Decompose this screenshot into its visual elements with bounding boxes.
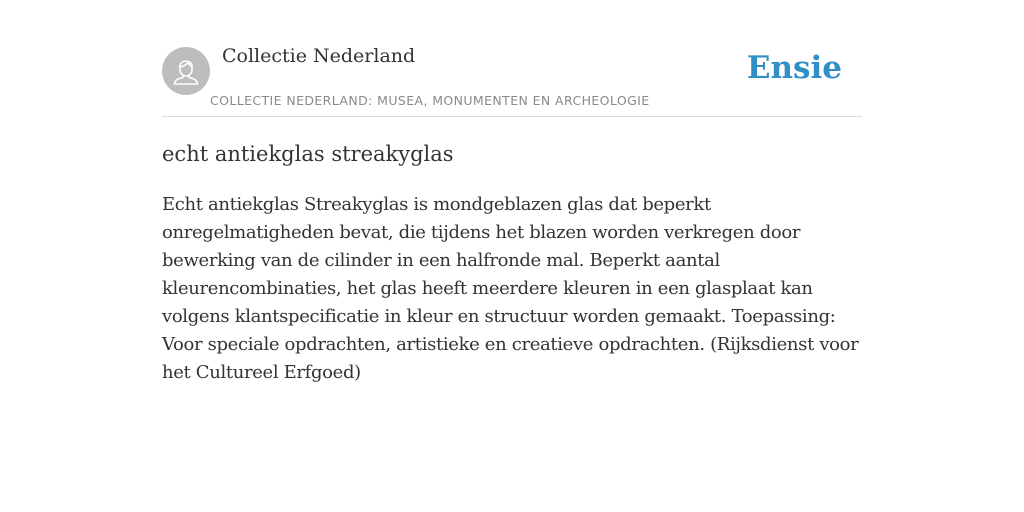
user-icon xyxy=(162,47,210,95)
card-header xyxy=(162,0,862,117)
avatar[interactable] xyxy=(162,47,210,95)
author-name[interactable]: Collectie Nederland xyxy=(222,45,416,67)
article-body: Echt antiekglas Streakyglas is mondgeblazen glas dat beperkt onregelmatigheden bevat, die tijdens het blazen worden verkregen door bewerking van de cilinder in een halfronde mal. Beperkt aantal kleurencombinaties, het glas heeft meerdere kleuren in een glasplaat kan volgens klantspecificatie in kleur en structuur worden gemaakt. Toepassing: Voor speciale opdrachten, artistieke en creatieve opdrachten. (Rijksdienst voor het Cultureel Erfgoed) xyxy=(162,194,859,383)
source-subtitle[interactable]: COLLECTIE NEDERLAND: MUSEA, MONUMENTEN EN ARCHEOLOGIE xyxy=(210,93,650,108)
definition-card xyxy=(162,0,862,387)
ensie-logo[interactable]: Ensie xyxy=(746,50,842,86)
article-title: echt antiekglas streakyglas xyxy=(162,142,454,166)
